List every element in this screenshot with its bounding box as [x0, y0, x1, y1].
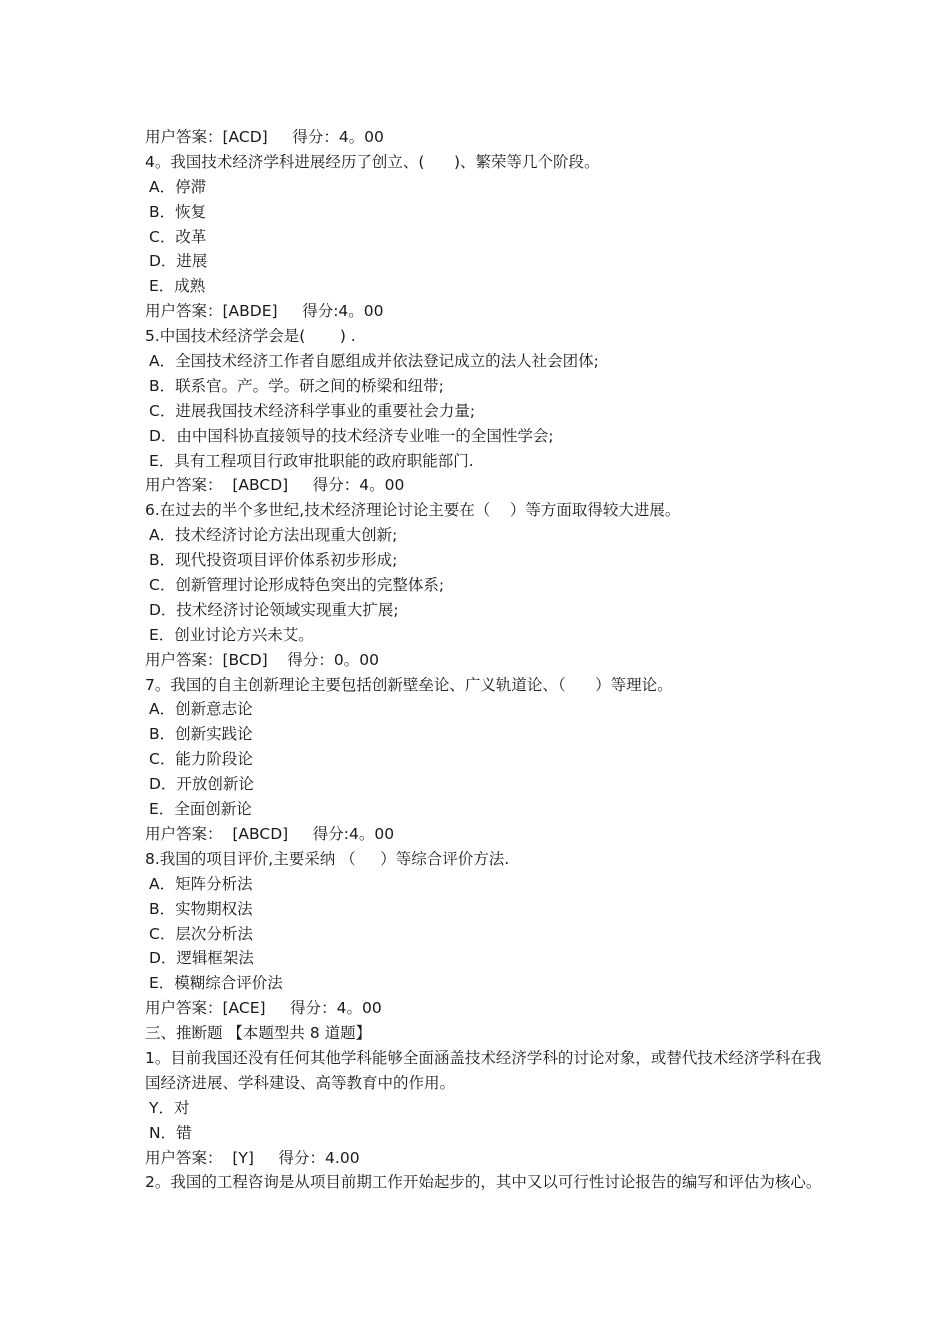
- question-text: 2。我国的工程咨询是从项目前期工作开始起步的，其中又以可行性讨论报告的编写和评估为核心。: [145, 1173, 822, 1192]
- answer-option: D．开放创新论: [149, 775, 254, 794]
- answer-option: B．恢复: [149, 202, 207, 221]
- judgement-question-2: [145, 1170, 825, 1195]
- answer-option: C．创新管理讨论形成特色突出的完整体系;: [149, 576, 445, 595]
- judgement-question-1: [145, 1046, 825, 1170]
- document-page: [145, 125, 825, 1195]
- answer-option: D．技术经济讨论领域实现重大扩展;: [149, 600, 399, 619]
- answer-option: E．具有工程项目行政审批职能的政府职能部门.: [149, 451, 474, 470]
- question-text: 4。我国技术经济学科进展经历了创立、( )、繁荣等几个阶段。: [145, 152, 600, 171]
- section-heading: 三、推断题 【本题型共 8 道题】: [145, 1024, 372, 1043]
- option-n: N．错: [149, 1123, 192, 1142]
- answer-option: D．进展: [149, 252, 208, 271]
- answer-option: A．矩阵分析法: [149, 874, 253, 893]
- answer-option: A．技术经济讨论方法出现重大创新;: [149, 526, 398, 545]
- user-answer: 用户答案： [ABCD] 得分：4。00: [145, 476, 405, 495]
- user-answer: 用户答案：[BCD] 得分：0。00: [145, 650, 380, 669]
- question-text: 5.中国技术经济学会是( ) .: [145, 327, 356, 346]
- answer-option: B．创新实践论: [149, 725, 253, 744]
- answer-option: E．模糊综合评价法: [149, 974, 283, 993]
- question-text: 6.在过去的半个多世纪,技术经济理论讨论主要在（ ）等方面取得较大进展。: [145, 501, 681, 520]
- answer-option: B．联系官。产。学。研之间的桥梁和纽带;: [149, 376, 444, 395]
- user-answer: 用户答案：[ACE] 得分：4。00: [145, 999, 382, 1018]
- answer-option: E．全面创新论: [149, 800, 252, 819]
- answer-option: A．创新意志论: [149, 700, 253, 719]
- question-text: 1。目前我国还没有任何其他学科能够全面涵盖技术经济学科的讨论对象，或替代技术经济学科在我国经济进展、学科建设、高等教育中的作用。: [145, 1048, 822, 1092]
- answer-option: D．逻辑框架法: [149, 949, 254, 968]
- question-lines: [145, 125, 825, 1046]
- answer-option: C．改革: [149, 227, 207, 246]
- answer-option: E．成熟: [149, 277, 206, 296]
- user-answer: 用户答案：[ABDE] 得分:4。00: [145, 302, 384, 321]
- question-text: 8.我国的项目评价,主要采纳 （ ）等综合评价方法.: [145, 849, 510, 868]
- answer-option: D．由中国科协直接领导的技术经济专业唯一的全国性学会;: [149, 426, 554, 445]
- answer-option: C．能力阶段论: [149, 750, 253, 769]
- answer-option: B．现代投资项目评价体系初步形成;: [149, 551, 398, 570]
- answer-option: C．层次分析法: [149, 924, 253, 943]
- answer-option: C．进展我国技术经济科学事业的重要社会力量;: [149, 401, 476, 420]
- option-y: Y．对: [149, 1098, 190, 1117]
- answer-option: E．创业讨论方兴未艾。: [149, 625, 314, 644]
- answer-option: A．全国技术经济工作者自愿组成并依法登记成立的法人社会团体;: [149, 352, 599, 371]
- user-answer: 用户答案：[ACD] 得分：4。00: [145, 128, 384, 146]
- answer-option: A．停滞: [149, 177, 207, 196]
- question-text: 7。我国的自主创新理论主要包括创新壁垒论、广义轨道论、（ ）等理论。: [145, 675, 673, 694]
- user-answer: 用户答案： [ABCD] 得分:4。00: [145, 824, 395, 843]
- user-answer: 用户答案： [Y] 得分：4.00: [145, 1148, 360, 1167]
- answer-option: B．实物期权法: [149, 899, 253, 918]
